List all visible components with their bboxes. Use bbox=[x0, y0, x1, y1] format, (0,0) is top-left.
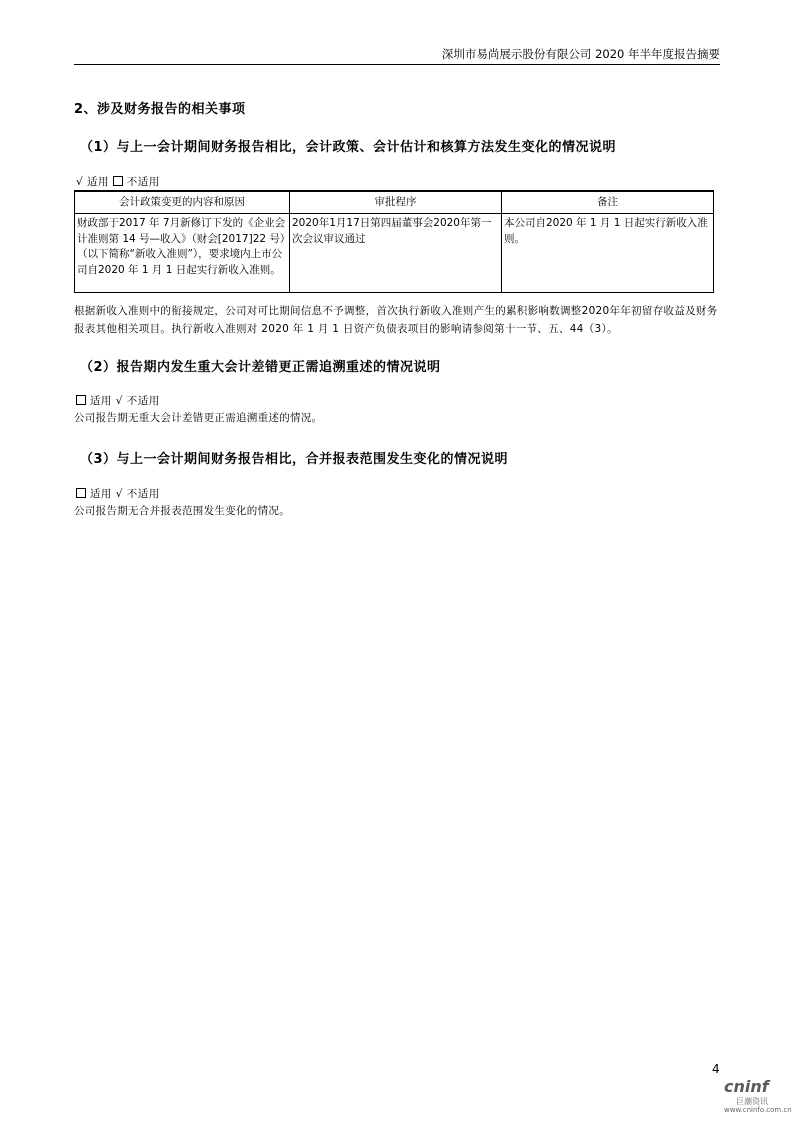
applicability-row-2 bbox=[76, 393, 160, 408]
table-header-cell: 备注 bbox=[502, 191, 714, 214]
applicability-row-1 bbox=[76, 174, 160, 189]
paragraph-1: 根据新收入准则中的衔接规定，公司对可比期间信息不予调整，首次执行新收入准则产生的累积影响数调整2020年年初留存收益及财务报表其他相关项目。执行新收入准则对 2020 年 1 月 1 日资产负债表项目的影响请参阅第十一节、五、44（3）。 bbox=[74, 305, 718, 335]
table-cell-approval: 2020年1月17日第四届董事会2020年第一次会议审议通过 bbox=[290, 214, 502, 293]
page-header bbox=[74, 44, 720, 65]
table-header-cell: 会计政策变更的内容和原因 bbox=[75, 191, 290, 214]
not-applicable-label: √ 不适用 bbox=[115, 488, 160, 500]
applicable-label: √ 适用 bbox=[76, 176, 110, 188]
checkbox-icon bbox=[76, 488, 86, 498]
header-title: 深圳市易尚展示股份有限公司 2020 年半年度报告摘要 bbox=[441, 47, 720, 61]
subsection-1-title: （1）与上一会计期间财务报告相比，会计政策、会计估计和核算方法发生变化的情况说明 bbox=[80, 140, 617, 155]
cninfo-logo bbox=[724, 1077, 790, 1117]
applicable-label: 适用 bbox=[89, 488, 112, 500]
subsection-2-title: （2）报告期内发生重大会计差错更正需追溯重述的情况说明 bbox=[80, 360, 441, 375]
applicability-row-3 bbox=[76, 486, 160, 501]
checkbox-icon bbox=[76, 395, 86, 405]
not-applicable-label: √ 不适用 bbox=[115, 395, 160, 407]
policy-change-table bbox=[74, 190, 714, 293]
table-row bbox=[75, 214, 714, 293]
applicable-label: 适用 bbox=[89, 395, 112, 407]
paragraph-3: 公司报告期无合并报表范围发生变化的情况。 bbox=[74, 505, 290, 517]
paragraph-2: 公司报告期无重大会计差错更正需追溯重述的情况。 bbox=[74, 412, 323, 424]
page-number: 4 bbox=[712, 1062, 720, 1076]
table-cell-note: 本公司自2020 年 1 月 1 日起实行新收入准则。 bbox=[502, 214, 714, 293]
checkbox-icon bbox=[113, 176, 123, 186]
section-title: 2、涉及财务报告的相关事项 bbox=[74, 102, 246, 117]
not-applicable-label: 不适用 bbox=[126, 176, 160, 188]
logo-cn-text: 巨潮资讯 bbox=[736, 1097, 768, 1106]
table-header-row bbox=[75, 191, 714, 214]
logo-url-text: www.cninfo.com.cn bbox=[724, 1106, 792, 1114]
table-cell-reason: 财政部于2017 年 7月新修订下发的《企业会计准则第 14 号—收入》（财会[2017]22 号）（以下简称“新收入准则”），要求境内上市公司自2020 年 1 月 1 日起实行新收入准则。 bbox=[75, 214, 290, 293]
subsection-3-title: （3）与上一会计期间财务报告相比，合并报表范围发生变化的情况说明 bbox=[80, 452, 509, 467]
logo-text: cninf bbox=[724, 1077, 769, 1096]
table-header-cell: 审批程序 bbox=[290, 191, 502, 214]
